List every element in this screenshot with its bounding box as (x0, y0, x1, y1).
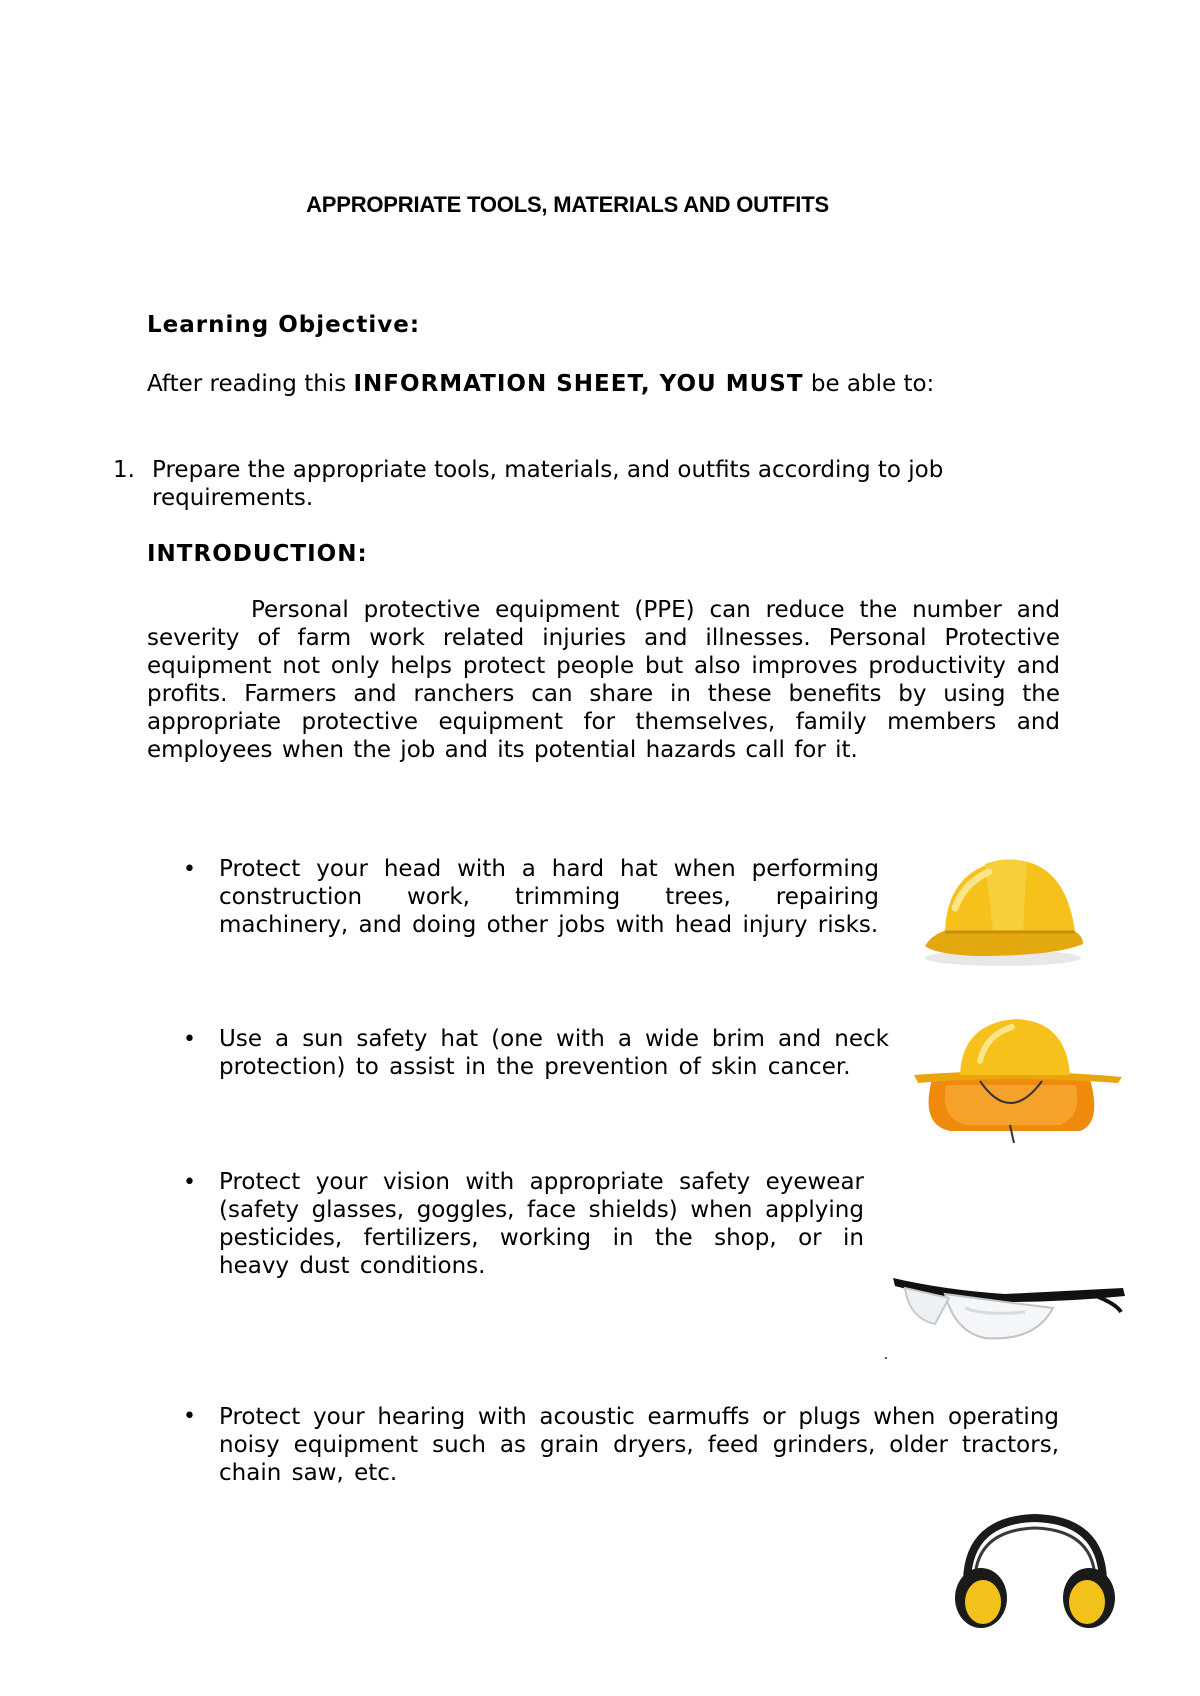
sun-safety-hat-image (910, 1015, 1125, 1150)
introduction-heading: INTRODUCTION: (147, 541, 368, 567)
lead-text-before: After reading this (147, 371, 354, 397)
page-title: APPROPRIATE TOOLS, MATERIALS AND OUTFITS (306, 192, 829, 217)
lead-text-after: be able to: (803, 371, 935, 397)
bullet-hard-hat-text: Protect your head with a hard hat when performing construction work, trimming trees, repairing machinery, and doing other jobs with head injury risks. (219, 856, 879, 938)
introduction-paragraph (147, 596, 1060, 764)
bullet-marker: • (183, 1170, 196, 1195)
bullet-marker: • (183, 857, 196, 882)
lead-text-bold: INFORMATION SHEET, YOU MUST (353, 371, 804, 397)
bullet-marker: • (183, 1404, 196, 1429)
hard-hat-image (915, 848, 1085, 973)
earmuffs-image (945, 1510, 1125, 1630)
objective-item-text: Prepare the appropriate tools, materials, and outfits according to job requirements. (152, 457, 944, 511)
stray-dot (885, 1357, 887, 1359)
learning-objective-lead (147, 370, 977, 398)
objective-item-number: 1. (113, 457, 135, 483)
bullet-eyewear-text: Protect your vision with appropriate safety eyewear (safety glasses, goggles, face shields) when applying pesticides, fertilizers, working in the shop, or in heavy dust conditions. (219, 1169, 864, 1279)
introduction-text: Personal protective equipment (PPE) can reduce the number and severity of farm work related injuries and illnesses. Personal Protective equipment not only helps protect people but also improves productivity and profits. Farmers and ranchers can share in these benefits by using the appropriate protective equipment for themselves, family members and employees when the job and its potential hazards call for it. (147, 597, 1060, 763)
bullet-sun-hat-text: Use a sun safety hat (one with a wide brim and neck protection) to assist in the prevention of skin cancer. (219, 1026, 889, 1080)
safety-glasses-image (885, 1268, 1130, 1363)
bullet-marker: • (183, 1027, 196, 1052)
bullet-hearing-text: Protect your hearing with acoustic earmuffs or plugs when operating noisy equipment such as grain dryers, feed grinders, older tractors, chain saw, etc. (219, 1404, 1059, 1486)
learning-objective-heading: Learning Objective: (147, 312, 421, 338)
